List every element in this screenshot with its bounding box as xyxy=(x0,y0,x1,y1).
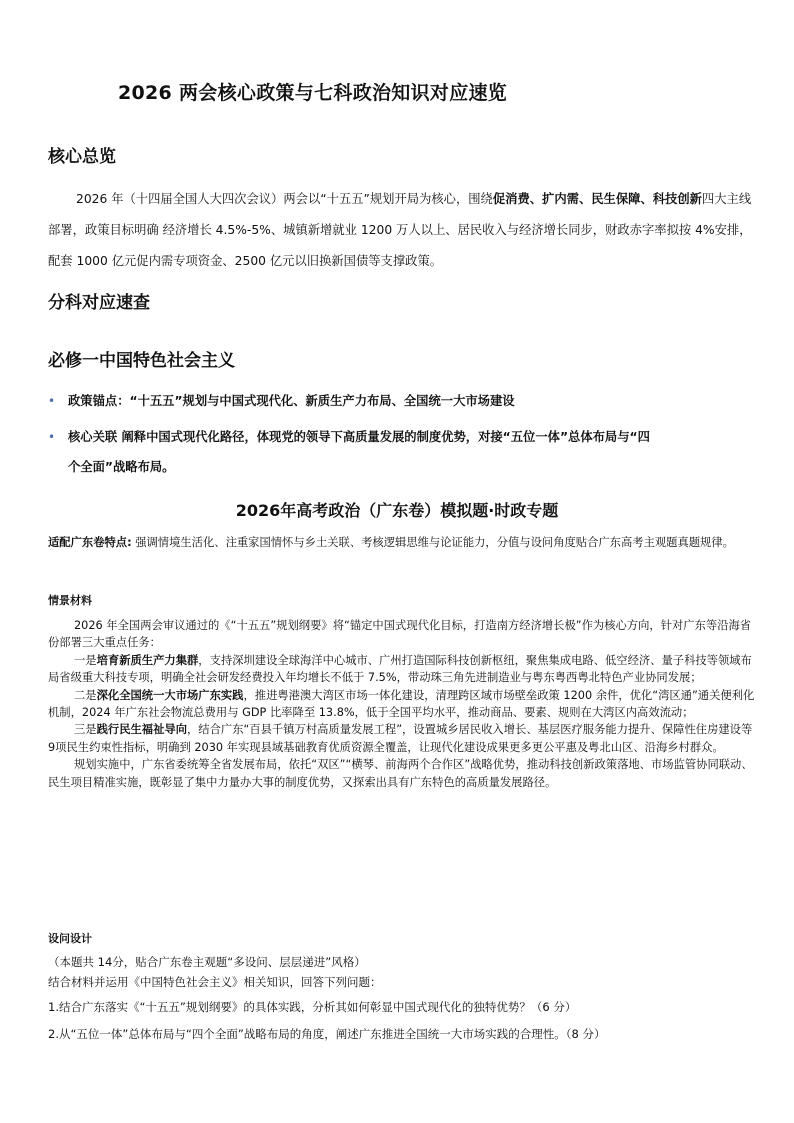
material-paragraph-4 xyxy=(48,721,760,756)
question-label: 设问设计 xyxy=(48,932,92,945)
question-note: （本题共 14分，贴合广东卷主观题“多设问、层层递进”风格） xyxy=(48,955,366,969)
item-text: ，结合广东“百县千镇万村高质量发展工程”，设置城乡居民收入增长、基层医疗服务能力提升、保障性住房建设等 9项民生约束性指标，明确到 2030 年实现县域基础教育优质资源全覆盖，让现代化建设成果更多更公平惠及粤北山区、沿海乡村群众。 xyxy=(48,723,753,754)
question-intro: 结合材料并运用《中国特色社会主义》相关知识，回答下列问题： xyxy=(48,975,382,989)
material-paragraph-2 xyxy=(48,652,760,687)
item-keyword: 深化全国统一大市场广东实践 xyxy=(96,688,244,702)
item-text: ，推进粤港澳大湾区市场一体化建设，清理跨区域市场壁垒政策 1200 余件，优化“湾区通”通关便利化机制，2024 年广东社会物流总费用与 GDP 比率降至 13.8%，低于全国平均水平，推动商品、要素、规则在大湾区内高效流动； xyxy=(48,688,755,720)
feature-text: 强调情境生活化、注重家国情怀与乡土关联、考核逻辑思维与论证能力，分值与设问角度贴合广东高考主观题真题规律。 xyxy=(131,536,734,549)
exam-title: 2026年高考政治（广东卷）模拟题·时政专题 xyxy=(235,501,559,520)
item-keyword: 培育新质生产力集群 xyxy=(96,653,199,667)
core-paragraph xyxy=(48,184,758,277)
material-paragraph-1: 2026 年全国两会审议通过的《“十五五”规划纲要》将“锚定中国式现代化目标，打造南方经济增长极”作为核心方向，针对广东等沿海省份部署三大重点任务： xyxy=(48,619,752,650)
core-heading: 核心总览 xyxy=(48,147,116,167)
item-prefix: 二是 xyxy=(74,688,97,702)
bullet-dot-icon: • xyxy=(48,430,56,444)
bullet-dot-icon: • xyxy=(48,394,56,408)
bullet-item-policy xyxy=(48,386,768,416)
material-paragraph-3 xyxy=(48,687,760,722)
material-paragraph-5: 规划实施中，广东省委统筹全省发展布局，依托“双区”“横琴、前海两个合作区”战略优势，推动科技创新政策落地、市场监管协同联动、民生项目精准实施，既彰显了集中力量办大事的制度优势，又探索出具有广东特色的高质量发展路径。 xyxy=(48,758,753,789)
bullet-text-line-1: 核心关联 阐释中国式现代化路径，体现党的领导下高质量发展的制度优势，对接“五位一体”总体布局与“四 xyxy=(68,430,650,444)
core-text-2: 四大主线部署，政策目标明确 经济增长 4.5%-5%、城镇新增就业 1200 万人以上、居民收入与经济增长同步，财政赤字率拟按 4%安排，配套 1000 亿元促内需专项资金、2500 亿元以旧换新国债等支撑政策。 xyxy=(48,192,752,268)
item-prefix: 三是 xyxy=(74,723,97,737)
item-text: ，支持深圳建设全球海洋中心城市、广州打造国际科技创新枢纽，聚焦集成电路、低空经济、量子科技等领域布局省级重大科技专项，明确全社会研发经费投入年均增长不低于 7.5%，带动珠三角先进制造业与粤东粤西粤北特色产业协同发展； xyxy=(48,653,752,685)
feature-label: 适配广东卷特点: xyxy=(48,536,132,549)
item-keyword: 践行民生福祉导向 xyxy=(96,723,187,737)
material-body xyxy=(48,617,760,791)
page-title: 2026 两会核心政策与七科政治知识对应速览 xyxy=(118,82,508,104)
question-1: 1.结合广东落实《“十五五”规划纲要》的具体实践，分析其如何彰显中国式现代化的独特优势？（6 分） xyxy=(48,1000,577,1014)
material-label: 情景材料 xyxy=(48,594,92,607)
item-prefix: 一是 xyxy=(74,653,97,667)
question-2: 2.从“五位一体”总体布局与“四个全面”战略布局的角度，阐述广东推进全国统一大市场实践的合理性。（8 分） xyxy=(48,1027,606,1041)
core-text-1: 2026 年（十四届全国人大四次会议）两会以“十五五”规划开局为核心，围绕 xyxy=(76,192,493,206)
bullet-text: 政策锚点：“十五五”规划与中国式现代化、新质生产力布局、全国统一大市场建设 xyxy=(68,394,515,408)
bullet-text-line-2: 个全面”战略布局。 xyxy=(68,460,175,474)
bullet-item-relation xyxy=(48,422,768,482)
module-heading: 必修一中国特色社会主义 xyxy=(48,351,235,371)
feature-paragraph xyxy=(48,534,748,553)
core-keywords: 促消费、扩内需、民生保障、科技创新 xyxy=(492,192,702,206)
subject-heading: 分科对应速查 xyxy=(48,293,150,313)
